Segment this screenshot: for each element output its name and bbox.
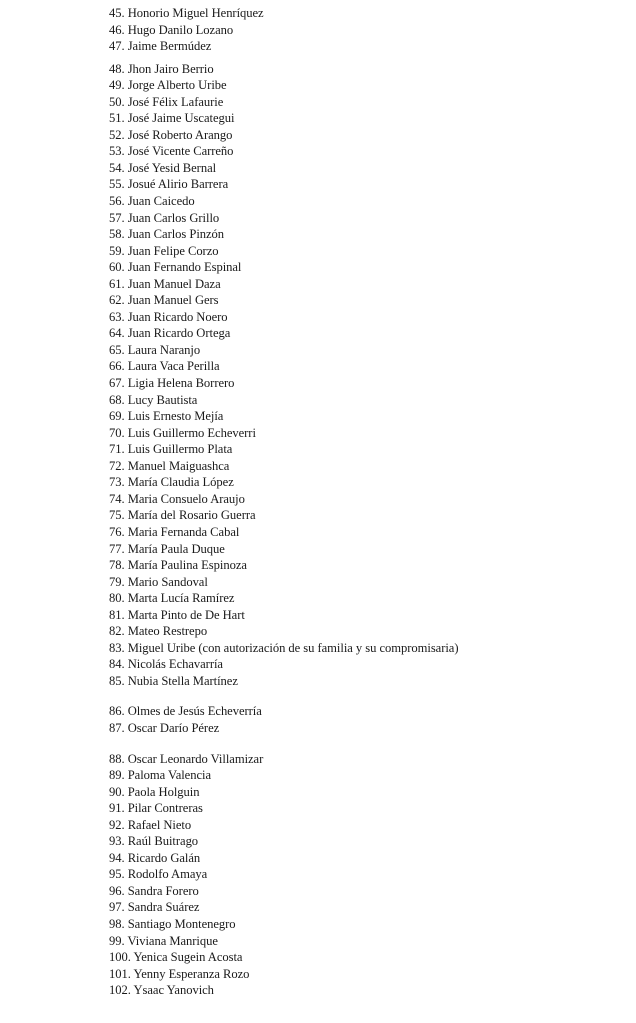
item-name: Oscar Leonardo Villamizar: [127, 751, 264, 766]
list-item: [109, 767, 458, 784]
item-name: Santiago Montenegro: [127, 916, 236, 931]
item-number: 49.: [109, 78, 125, 93]
item-name: Mateo Restrepo: [127, 624, 208, 639]
item-name: Oscar Darío Pérez: [127, 720, 220, 735]
item-number: 84.: [109, 657, 125, 672]
item-number: 89.: [109, 768, 125, 783]
list-item: [109, 143, 458, 160]
item-number: 52.: [109, 127, 125, 142]
numbered-name-list: [109, 5, 458, 999]
item-name: Jorge Alberto Uribe: [127, 78, 227, 93]
item-number: 87.: [109, 720, 125, 735]
list-item: [109, 358, 458, 375]
item-number: 55.: [109, 177, 125, 192]
list-item: [109, 966, 458, 983]
item-name: Laura Naranjo: [127, 342, 201, 357]
list-item: [109, 226, 458, 243]
item-name: Marta Lucía Ramírez: [127, 591, 235, 606]
item-name: Honorio Miguel Henríquez: [127, 6, 264, 20]
item-name: Raúl Buitrago: [127, 834, 199, 849]
item-number: 74.: [109, 491, 125, 506]
item-number: 75.: [109, 508, 125, 523]
list-item: [109, 193, 458, 210]
list-item: [109, 61, 458, 78]
list-item: [109, 623, 458, 640]
item-number: 88.: [109, 751, 125, 766]
list-item: [109, 474, 458, 491]
item-number: 101.: [109, 966, 131, 981]
item-number: 51.: [109, 111, 125, 126]
list-item: [109, 933, 458, 950]
item-number: 65.: [109, 342, 125, 357]
list-item: [109, 408, 458, 425]
list-item: [109, 38, 458, 55]
item-number: 57.: [109, 210, 125, 225]
item-name: Rodolfo Amaya: [127, 867, 208, 882]
item-number: 66.: [109, 359, 125, 374]
item-number: 46.: [109, 22, 125, 37]
list-item: [109, 574, 458, 591]
item-number: 68.: [109, 392, 125, 407]
list-item: [109, 949, 458, 966]
item-number: 96.: [109, 883, 125, 898]
list-item: [109, 916, 458, 933]
list-item: [109, 784, 458, 801]
item-name: Pilar Contreras: [127, 801, 203, 816]
item-number: 48.: [109, 61, 125, 76]
item-number: 91.: [109, 801, 125, 816]
item-number: 71.: [109, 442, 125, 457]
item-number: 61.: [109, 276, 125, 291]
list-item: [109, 441, 458, 458]
item-name: Jhon Jairo Berrio: [127, 61, 214, 76]
item-number: 69.: [109, 409, 125, 424]
list-item: [109, 259, 458, 276]
item-name: María Paulina Espinoza: [127, 558, 247, 573]
item-number: 85.: [109, 673, 125, 688]
item-name: José Félix Lafaurie: [127, 94, 224, 109]
list-item: [109, 507, 458, 524]
item-number: 92.: [109, 817, 125, 832]
item-number: 95.: [109, 867, 125, 882]
item-name: Josué Alirio Barrera: [127, 177, 229, 192]
item-number: 59.: [109, 243, 125, 258]
item-name: Paloma Valencia: [127, 768, 212, 783]
item-number: 83.: [109, 640, 125, 655]
list-item: [109, 276, 458, 293]
item-name: Luis Guillermo Plata: [127, 442, 233, 457]
item-name: María del Rosario Guerra: [127, 508, 256, 523]
item-number: 100.: [109, 950, 131, 965]
item-name: María Claudia López: [127, 475, 234, 490]
item-number: 78.: [109, 558, 125, 573]
item-number: 86.: [109, 704, 125, 719]
item-name: Jaime Bermúdez: [127, 39, 212, 54]
item-name: Maria Fernanda Cabal: [127, 524, 240, 539]
item-number: 93.: [109, 834, 125, 849]
list-item: [109, 342, 458, 359]
list-item: [109, 850, 458, 867]
item-name: Lucy Bautista: [127, 392, 198, 407]
list-item: [109, 640, 458, 657]
list-item: [109, 590, 458, 607]
item-number: 50.: [109, 94, 125, 109]
item-name: Juan Manuel Daza: [127, 276, 221, 291]
item-name: Ligia Helena Borrero: [127, 376, 235, 391]
item-number: 79.: [109, 574, 125, 589]
item-name: Luis Guillermo Echeverri: [127, 425, 256, 440]
list-item: [109, 5, 458, 22]
item-name: Yenica Sugein Acosta: [133, 950, 243, 965]
list-item: [109, 375, 458, 392]
list-item: [109, 673, 458, 690]
item-number: 76.: [109, 524, 125, 539]
list-item: [109, 22, 458, 39]
list-item: [109, 425, 458, 442]
item-name: Marta Pinto de De Hart: [127, 607, 245, 622]
list-item: [109, 883, 458, 900]
item-number: 77.: [109, 541, 125, 556]
item-name: Juan Carlos Grillo: [127, 210, 220, 225]
item-name: Laura Vaca Perilla: [127, 359, 220, 374]
item-number: 56.: [109, 194, 125, 209]
list-item: [109, 458, 458, 475]
item-name: Juan Ricardo Ortega: [127, 326, 231, 341]
item-name: José Yesid Bernal: [127, 160, 217, 175]
list-item: [109, 94, 458, 111]
item-name: Nubia Stella Martínez: [127, 673, 238, 688]
list-item: [109, 292, 458, 309]
item-name: Juan Caicedo: [127, 194, 195, 209]
item-name: Nicolás Echavarría: [127, 657, 223, 672]
list-item: [109, 557, 458, 574]
list-item: [109, 243, 458, 260]
item-name: Juan Carlos Pinzón: [127, 227, 225, 242]
item-number: 73.: [109, 475, 125, 490]
item-name: Mario Sandoval: [127, 574, 208, 589]
item-name: José Roberto Arango: [127, 127, 233, 142]
list-item: [109, 656, 458, 673]
list-item: [109, 127, 458, 144]
item-number: 64.: [109, 326, 125, 341]
list-item: [109, 309, 458, 326]
item-number: 72.: [109, 458, 125, 473]
item-number: 102.: [109, 983, 131, 998]
list-item: [109, 524, 458, 541]
item-number: 70.: [109, 425, 125, 440]
item-name: Viviana Manrique: [127, 933, 218, 948]
list-item: [109, 800, 458, 817]
item-name: Sandra Forero: [127, 883, 199, 898]
list-item: [109, 325, 458, 342]
list-item: [109, 176, 458, 193]
item-number: 81.: [109, 607, 125, 622]
item-number: 98.: [109, 916, 125, 931]
list-item: [109, 607, 458, 624]
item-name: Yenny Esperanza Rozo: [133, 966, 250, 981]
list-item: [109, 703, 458, 720]
list-item: [109, 982, 458, 999]
item-number: 45.: [109, 6, 125, 20]
list-item: [109, 210, 458, 227]
item-name: José Vicente Carreño: [127, 144, 234, 159]
list-item: [109, 833, 458, 850]
item-name: Juan Fernando Espinal: [127, 260, 242, 275]
item-name: Juan Felipe Corzo: [127, 243, 219, 258]
item-number: 54.: [109, 160, 125, 175]
list-item: [109, 160, 458, 177]
item-number: 80.: [109, 591, 125, 606]
list-item: [109, 817, 458, 834]
item-name: Ricardo Galán: [127, 850, 201, 865]
list-item: [109, 899, 458, 916]
item-name: Ysaac Yanovich: [133, 983, 214, 998]
item-number: 47.: [109, 39, 125, 54]
list-item: [109, 720, 458, 737]
item-number: 90.: [109, 784, 125, 799]
item-name: Paola Holguin: [127, 784, 200, 799]
list-item: [109, 491, 458, 508]
item-name: José Jaime Uscategui: [127, 111, 235, 126]
item-number: 62.: [109, 293, 125, 308]
item-number: 60.: [109, 260, 125, 275]
item-number: 53.: [109, 144, 125, 159]
item-number: 82.: [109, 624, 125, 639]
list-item: [109, 392, 458, 409]
list-item: [109, 110, 458, 127]
item-name: Manuel Maiguashca: [127, 458, 230, 473]
item-number: 94.: [109, 850, 125, 865]
item-number: 67.: [109, 376, 125, 391]
list-item: [109, 751, 458, 768]
item-number: 99.: [109, 933, 125, 948]
item-number: 97.: [109, 900, 125, 915]
item-name: Luis Ernesto Mejía: [127, 409, 224, 424]
list-item: [109, 866, 458, 883]
item-name: Olmes de Jesús Echeverría: [127, 704, 262, 719]
item-name: Juan Manuel Gers: [127, 293, 219, 308]
item-name: Maria Consuelo Araujo: [127, 491, 245, 506]
item-name: Miguel Uribe (con autorización de su familia y su compromisaria): [127, 640, 459, 655]
list-item: [109, 541, 458, 558]
list-item: [109, 77, 458, 94]
item-name: María Paula Duque: [127, 541, 225, 556]
item-name: Sandra Suárez: [127, 900, 200, 915]
item-name: Rafael Nieto: [127, 817, 192, 832]
item-name: Hugo Danilo Lozano: [127, 22, 234, 37]
item-number: 63.: [109, 309, 125, 324]
item-number: 58.: [109, 227, 125, 242]
item-name: Juan Ricardo Noero: [127, 309, 228, 324]
